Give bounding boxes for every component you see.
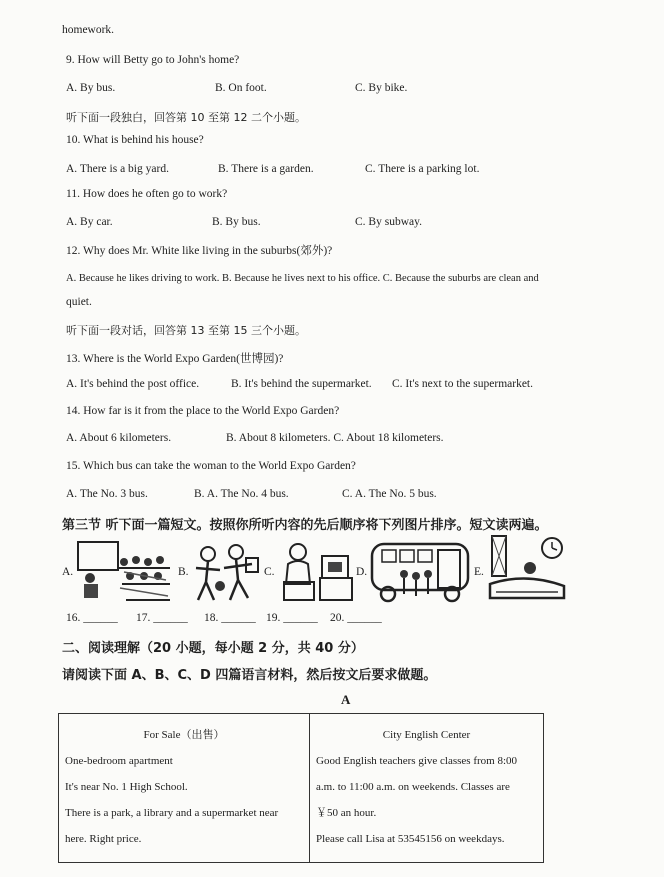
question-10: 10. What is behind his house?	[66, 134, 204, 146]
q11-option-b: B. By bus.	[212, 216, 261, 228]
school-bus-sketch-icon	[368, 538, 476, 604]
question-13: 13. Where is the World Expo Garden(世博园)?	[66, 353, 284, 365]
picture-c-label: C.	[264, 566, 275, 578]
ad-for-sale-line: One-bedroom apartment	[65, 755, 173, 767]
ad-english-center-title: City English Center	[382, 729, 471, 741]
q13-option-a: A. It's behind the post office.	[66, 378, 200, 390]
passage-letter: A	[341, 692, 351, 707]
question-14: 14. How far is it from the place to the World Expo Garden?	[66, 405, 340, 417]
q15-option-c: C. A. The No. 5 bus.	[342, 488, 437, 500]
q9-option-a: A. By bus.	[66, 82, 116, 94]
ad-for-sale-line: There is a park, a library and a supermarket near	[65, 807, 279, 819]
picture-a	[62, 538, 172, 606]
answer-blank-18[interactable]: 18. ______	[204, 612, 256, 624]
section-3-heading: 第三节 听下面一篇短文。按照你所听内容的先后顺序将下列图片排序。短文读两遍。	[62, 518, 548, 533]
q10-option-a: A. There is a big yard.	[66, 163, 169, 175]
q15-option-b: B. A. The No. 4 bus.	[194, 488, 289, 500]
picture-b	[178, 538, 263, 606]
ad-for-sale-line: It's near No. 1 High School.	[65, 781, 188, 793]
q12-options-line1: A. Because he likes driving to work. B. Because he lives next to his office. C. Because the suburbs are clean and	[66, 273, 539, 284]
q10-option-c: C. There is a parking lot.	[365, 163, 480, 175]
answer-blank-20[interactable]: 20. ______	[330, 612, 382, 624]
instruction-13-15: 听下面一段对话，回答第 13 至第 15 三个小题。	[66, 324, 306, 337]
question-9: 9. How will Betty go to John's home?	[66, 54, 240, 66]
ad-for-sale-line: here. Right price.	[65, 833, 142, 845]
q9-option-c: C. By bike.	[355, 82, 408, 94]
ad-for-sale	[59, 714, 310, 863]
classroom-sketch-icon	[72, 538, 172, 604]
shopping-people-sketch-icon	[188, 538, 262, 604]
picture-d-label: D.	[356, 566, 368, 578]
picture-a-label: A.	[62, 566, 74, 578]
q15-option-a: A. The No. 3 bus.	[66, 488, 148, 500]
picture-e	[474, 538, 564, 606]
part-2-heading: 二、阅读理解（20 小题，每小题 2 分，共 40 分）	[62, 641, 364, 656]
answer-blank-16[interactable]: 16. ______	[66, 612, 118, 624]
ad-for-sale-title: For Sale（出售）	[143, 729, 225, 741]
q14-option-a: A. About 6 kilometers.	[66, 432, 172, 444]
question-15: 15. Which bus can take the woman to the World Expo Garden?	[66, 460, 356, 472]
ad-english-center-line: Please call Lisa at 53545156 on weekdays.	[316, 833, 505, 845]
top-line: homework.	[62, 24, 115, 36]
q10-option-b: B. There is a garden.	[218, 163, 314, 175]
q9-option-b: B. On foot.	[215, 82, 267, 94]
home-computer-sketch-icon	[276, 538, 356, 604]
ad-english-center-line: a.m. to 11:00 a.m. on weekends. Classes are	[316, 781, 510, 793]
q13-option-c: C. It's next to the supermarket.	[392, 378, 533, 390]
answer-blank-17[interactable]: 17. ______	[136, 612, 188, 624]
part-2-instruction: 请阅读下面 A、B、C、D 四篇语言材料，然后按文后要求做题。	[62, 668, 437, 683]
q11-option-a: A. By car.	[66, 216, 113, 228]
ad-english-center	[310, 714, 544, 863]
ad-english-center-line: ￥50 an hour.	[316, 807, 377, 819]
q12-options-line2: quiet.	[66, 296, 92, 308]
q11-option-c: C. By subway.	[355, 216, 422, 228]
ad-english-center-line: Good English teachers give classes from 8:00	[316, 755, 518, 767]
question-11: 11. How does he often go to work?	[66, 188, 228, 200]
instruction-10-12: 听下面一段独白，回答第 10 至第 12 二个小题。	[66, 111, 306, 124]
q13-option-b: B. It's behind the supermarket.	[231, 378, 372, 390]
picture-d	[356, 538, 474, 606]
ads-table	[58, 713, 544, 863]
picture-e-label: E.	[474, 566, 484, 578]
picture-b-label: B.	[178, 566, 189, 578]
bedroom-clock-sketch-icon	[486, 534, 566, 606]
answer-blank-19[interactable]: 19. ______	[266, 612, 318, 624]
question-12: 12. Why does Mr. White like living in the suburbs(郊外)?	[66, 245, 333, 257]
picture-c	[264, 538, 354, 606]
q14-option-bc: B. About 8 kilometers. C. About 18 kilometers.	[226, 432, 444, 444]
